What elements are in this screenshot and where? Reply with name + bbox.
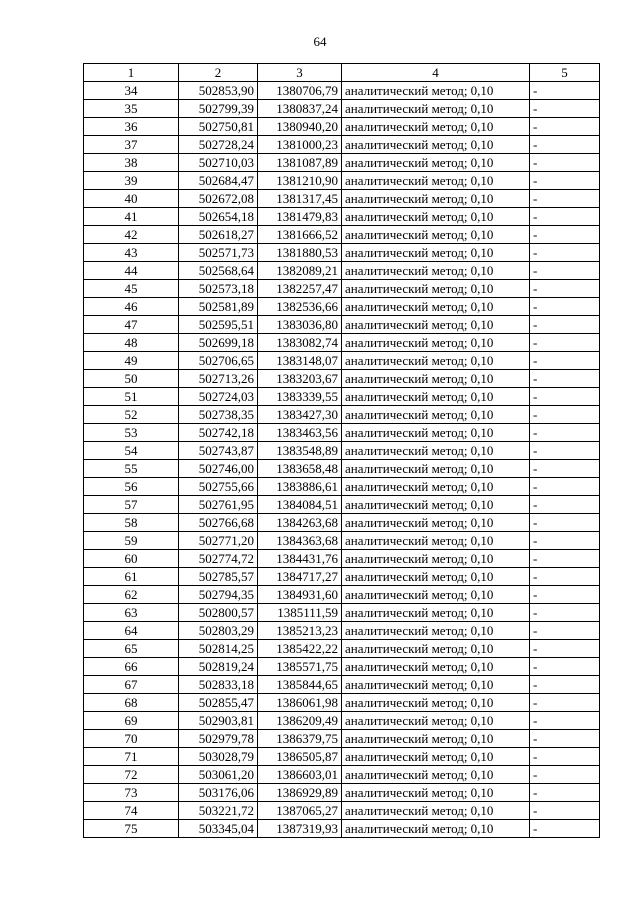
page-number: 64 <box>313 34 327 49</box>
y-coordinate-cell: 1385111,59 <box>258 604 342 622</box>
point-number-cell: 66 <box>84 658 179 676</box>
description-cell: - <box>530 820 600 838</box>
table-row <box>84 532 600 550</box>
table-row <box>84 136 600 154</box>
description-cell: - <box>530 802 600 820</box>
x-coordinate-cell: 502581,89 <box>179 298 258 316</box>
description-cell: - <box>530 532 600 550</box>
point-number-cell: 65 <box>84 640 179 658</box>
point-number-cell: 74 <box>84 802 179 820</box>
x-coordinate-cell: 502750,81 <box>179 118 258 136</box>
y-coordinate-cell: 1381210,90 <box>258 172 342 190</box>
y-coordinate-cell: 1383036,80 <box>258 316 342 334</box>
y-coordinate-cell: 1387065,27 <box>258 802 342 820</box>
table-row <box>84 244 600 262</box>
method-accuracy-cell: аналитический метод; 0,10 <box>342 568 530 586</box>
y-coordinate-cell: 1384363,68 <box>258 532 342 550</box>
point-number-cell: 39 <box>84 172 179 190</box>
point-number-cell: 70 <box>84 730 179 748</box>
y-coordinate-cell: 1383339,55 <box>258 388 342 406</box>
description-cell: - <box>530 388 600 406</box>
table-row <box>84 82 600 100</box>
x-coordinate-cell: 502595,51 <box>179 316 258 334</box>
description-cell: - <box>530 568 600 586</box>
x-coordinate-cell: 503221,72 <box>179 802 258 820</box>
table-row <box>84 676 600 694</box>
method-accuracy-cell: аналитический метод; 0,10 <box>342 586 530 604</box>
y-coordinate-cell: 1380706,79 <box>258 82 342 100</box>
table-row <box>84 550 600 568</box>
point-number-cell: 58 <box>84 514 179 532</box>
description-cell: - <box>530 208 600 226</box>
method-accuracy-cell: аналитический метод; 0,10 <box>342 820 530 838</box>
x-coordinate-cell: 502654,18 <box>179 208 258 226</box>
description-cell: - <box>530 442 600 460</box>
table-row <box>84 190 600 208</box>
x-coordinate-cell: 502713,26 <box>179 370 258 388</box>
y-coordinate-cell: 1383203,67 <box>258 370 342 388</box>
description-cell: - <box>530 172 600 190</box>
point-number-cell: 43 <box>84 244 179 262</box>
method-accuracy-cell: аналитический метод; 0,10 <box>342 190 530 208</box>
point-number-cell: 52 <box>84 406 179 424</box>
table-row <box>84 280 600 298</box>
method-accuracy-cell: аналитический метод; 0,10 <box>342 298 530 316</box>
x-coordinate-cell: 502728,24 <box>179 136 258 154</box>
y-coordinate-cell: 1386505,87 <box>258 748 342 766</box>
point-number-cell: 38 <box>84 154 179 172</box>
point-number-cell: 47 <box>84 316 179 334</box>
table-row <box>84 262 600 280</box>
x-coordinate-cell: 502710,03 <box>179 154 258 172</box>
y-coordinate-cell: 1381479,83 <box>258 208 342 226</box>
y-coordinate-cell: 1380940,20 <box>258 118 342 136</box>
point-number-cell: 35 <box>84 100 179 118</box>
y-coordinate-cell: 1381666,52 <box>258 226 342 244</box>
description-cell: - <box>530 784 600 802</box>
table-row <box>84 496 600 514</box>
y-coordinate-cell: 1383148,07 <box>258 352 342 370</box>
x-coordinate-cell: 502755,66 <box>179 478 258 496</box>
y-coordinate-cell: 1386603,01 <box>258 766 342 784</box>
method-accuracy-cell: аналитический метод; 0,10 <box>342 694 530 712</box>
description-cell: - <box>530 514 600 532</box>
table-row <box>84 118 600 136</box>
method-accuracy-cell: аналитический метод; 0,10 <box>342 514 530 532</box>
x-coordinate-cell: 502833,18 <box>179 676 258 694</box>
table-row <box>84 694 600 712</box>
x-coordinate-cell: 502800,57 <box>179 604 258 622</box>
point-number-cell: 44 <box>84 262 179 280</box>
description-cell: - <box>530 604 600 622</box>
point-number-cell: 68 <box>84 694 179 712</box>
method-accuracy-cell: аналитический метод; 0,10 <box>342 442 530 460</box>
description-cell: - <box>530 460 600 478</box>
point-number-cell: 42 <box>84 226 179 244</box>
description-cell: - <box>530 622 600 640</box>
table-row <box>84 316 600 334</box>
method-accuracy-cell: аналитический метод; 0,10 <box>342 388 530 406</box>
x-coordinate-cell: 502743,87 <box>179 442 258 460</box>
x-coordinate-cell: 502803,29 <box>179 622 258 640</box>
method-accuracy-cell: аналитический метод; 0,10 <box>342 676 530 694</box>
description-cell: - <box>530 676 600 694</box>
table-row <box>84 478 600 496</box>
point-number-cell: 71 <box>84 748 179 766</box>
description-cell: - <box>530 496 600 514</box>
table-row <box>84 730 600 748</box>
y-coordinate-cell: 1385571,75 <box>258 658 342 676</box>
y-coordinate-cell: 1384717,27 <box>258 568 342 586</box>
table-row <box>84 514 600 532</box>
table-row <box>84 172 600 190</box>
method-accuracy-cell: аналитический метод; 0,10 <box>342 136 530 154</box>
y-coordinate-cell: 1385213,23 <box>258 622 342 640</box>
point-number-cell: 73 <box>84 784 179 802</box>
y-coordinate-cell: 1384931,60 <box>258 586 342 604</box>
method-accuracy-cell: аналитический метод; 0,10 <box>342 226 530 244</box>
x-coordinate-cell: 502724,03 <box>179 388 258 406</box>
method-accuracy-cell: аналитический метод; 0,10 <box>342 730 530 748</box>
description-cell: - <box>530 154 600 172</box>
y-coordinate-cell: 1386061,98 <box>258 694 342 712</box>
method-accuracy-cell: аналитический метод; 0,10 <box>342 802 530 820</box>
x-coordinate-cell: 502903,81 <box>179 712 258 730</box>
point-number-cell: 67 <box>84 676 179 694</box>
y-coordinate-cell: 1385844,65 <box>258 676 342 694</box>
method-accuracy-cell: аналитический метод; 0,10 <box>342 784 530 802</box>
table-row <box>84 226 600 244</box>
point-number-cell: 41 <box>84 208 179 226</box>
y-coordinate-cell: 1385422,22 <box>258 640 342 658</box>
x-coordinate-cell: 502819,24 <box>179 658 258 676</box>
description-cell: - <box>530 694 600 712</box>
description-cell: - <box>530 352 600 370</box>
point-number-cell: 57 <box>84 496 179 514</box>
point-number-cell: 60 <box>84 550 179 568</box>
table-row <box>84 748 600 766</box>
table-row <box>84 802 600 820</box>
method-accuracy-cell: аналитический метод; 0,10 <box>342 532 530 550</box>
x-coordinate-cell: 502785,57 <box>179 568 258 586</box>
description-cell: - <box>530 712 600 730</box>
y-coordinate-cell: 1384263,68 <box>258 514 342 532</box>
point-number-cell: 63 <box>84 604 179 622</box>
point-number-cell: 59 <box>84 532 179 550</box>
table-row <box>84 442 600 460</box>
table-row <box>84 100 600 118</box>
y-coordinate-cell: 1386929,89 <box>258 784 342 802</box>
method-accuracy-cell: аналитический метод; 0,10 <box>342 244 530 262</box>
point-number-cell: 49 <box>84 352 179 370</box>
point-number-cell: 45 <box>84 280 179 298</box>
table-row <box>84 334 600 352</box>
y-coordinate-cell: 1387319,93 <box>258 820 342 838</box>
table-row <box>84 586 600 604</box>
table-row <box>84 640 600 658</box>
table-row <box>84 406 600 424</box>
method-accuracy-cell: аналитический метод; 0,10 <box>342 208 530 226</box>
description-cell: - <box>530 640 600 658</box>
description-cell: - <box>530 226 600 244</box>
method-accuracy-cell: аналитический метод; 0,10 <box>342 640 530 658</box>
description-cell: - <box>530 136 600 154</box>
y-coordinate-cell: 1383082,74 <box>258 334 342 352</box>
column-header: 4 <box>342 64 530 82</box>
y-coordinate-cell: 1383427,30 <box>258 406 342 424</box>
method-accuracy-cell: аналитический метод; 0,10 <box>342 712 530 730</box>
table-row <box>84 208 600 226</box>
x-coordinate-cell: 502855,47 <box>179 694 258 712</box>
table-row <box>84 622 600 640</box>
x-coordinate-cell: 502814,25 <box>179 640 258 658</box>
x-coordinate-cell: 502738,35 <box>179 406 258 424</box>
method-accuracy-cell: аналитический метод; 0,10 <box>342 766 530 784</box>
table-header-row <box>84 64 600 82</box>
method-accuracy-cell: аналитический метод; 0,10 <box>342 424 530 442</box>
table-row <box>84 460 600 478</box>
method-accuracy-cell: аналитический метод; 0,10 <box>342 316 530 334</box>
table-row <box>84 154 600 172</box>
y-coordinate-cell: 1384431,76 <box>258 550 342 568</box>
x-coordinate-cell: 503176,06 <box>179 784 258 802</box>
x-coordinate-cell: 502573,18 <box>179 280 258 298</box>
description-cell: - <box>530 370 600 388</box>
table-body <box>84 82 600 838</box>
column-header: 2 <box>179 64 258 82</box>
table-row <box>84 820 600 838</box>
x-coordinate-cell: 502853,90 <box>179 82 258 100</box>
description-cell: - <box>530 586 600 604</box>
y-coordinate-cell: 1384084,51 <box>258 496 342 514</box>
method-accuracy-cell: аналитический метод; 0,10 <box>342 352 530 370</box>
method-accuracy-cell: аналитический метод; 0,10 <box>342 748 530 766</box>
method-accuracy-cell: аналитический метод; 0,10 <box>342 622 530 640</box>
table-row <box>84 766 600 784</box>
point-number-cell: 50 <box>84 370 179 388</box>
x-coordinate-cell: 503061,20 <box>179 766 258 784</box>
y-coordinate-cell: 1383463,56 <box>258 424 342 442</box>
point-number-cell: 55 <box>84 460 179 478</box>
x-coordinate-cell: 502699,18 <box>179 334 258 352</box>
table-row <box>84 370 600 388</box>
point-number-cell: 51 <box>84 388 179 406</box>
method-accuracy-cell: аналитический метод; 0,10 <box>342 172 530 190</box>
table-row <box>84 568 600 586</box>
table-row <box>84 784 600 802</box>
point-number-cell: 61 <box>84 568 179 586</box>
point-number-cell: 54 <box>84 442 179 460</box>
y-coordinate-cell: 1383658,48 <box>258 460 342 478</box>
description-cell: - <box>530 190 600 208</box>
point-number-cell: 75 <box>84 820 179 838</box>
method-accuracy-cell: аналитический метод; 0,10 <box>342 496 530 514</box>
y-coordinate-cell: 1383886,61 <box>258 478 342 496</box>
point-number-cell: 53 <box>84 424 179 442</box>
point-number-cell: 36 <box>84 118 179 136</box>
method-accuracy-cell: аналитический метод; 0,10 <box>342 118 530 136</box>
x-coordinate-cell: 502771,20 <box>179 532 258 550</box>
point-number-cell: 48 <box>84 334 179 352</box>
x-coordinate-cell: 503345,04 <box>179 820 258 838</box>
method-accuracy-cell: аналитический метод; 0,10 <box>342 550 530 568</box>
y-coordinate-cell: 1381317,45 <box>258 190 342 208</box>
description-cell: - <box>530 334 600 352</box>
point-number-cell: 34 <box>84 82 179 100</box>
method-accuracy-cell: аналитический метод; 0,10 <box>342 370 530 388</box>
description-cell: - <box>530 550 600 568</box>
y-coordinate-cell: 1380837,24 <box>258 100 342 118</box>
method-accuracy-cell: аналитический метод; 0,10 <box>342 658 530 676</box>
point-number-cell: 64 <box>84 622 179 640</box>
y-coordinate-cell: 1381880,53 <box>258 244 342 262</box>
x-coordinate-cell: 502672,08 <box>179 190 258 208</box>
y-coordinate-cell: 1382536,66 <box>258 298 342 316</box>
method-accuracy-cell: аналитический метод; 0,10 <box>342 460 530 478</box>
description-cell: - <box>530 730 600 748</box>
point-number-cell: 62 <box>84 586 179 604</box>
point-number-cell: 40 <box>84 190 179 208</box>
table-row <box>84 388 600 406</box>
method-accuracy-cell: аналитический метод; 0,10 <box>342 478 530 496</box>
description-cell: - <box>530 100 600 118</box>
method-accuracy-cell: аналитический метод; 0,10 <box>342 604 530 622</box>
description-cell: - <box>530 424 600 442</box>
x-coordinate-cell: 502799,39 <box>179 100 258 118</box>
method-accuracy-cell: аналитический метод; 0,10 <box>342 280 530 298</box>
y-coordinate-cell: 1386379,75 <box>258 730 342 748</box>
description-cell: - <box>530 766 600 784</box>
x-coordinate-cell: 502979,78 <box>179 730 258 748</box>
x-coordinate-cell: 502618,27 <box>179 226 258 244</box>
x-coordinate-cell: 502571,73 <box>179 244 258 262</box>
table-row <box>84 424 600 442</box>
description-cell: - <box>530 478 600 496</box>
x-coordinate-cell: 502568,64 <box>179 262 258 280</box>
y-coordinate-cell: 1381000,23 <box>258 136 342 154</box>
point-number-cell: 37 <box>84 136 179 154</box>
point-number-cell: 46 <box>84 298 179 316</box>
x-coordinate-cell: 502766,68 <box>179 514 258 532</box>
x-coordinate-cell: 502742,18 <box>179 424 258 442</box>
column-header: 3 <box>258 64 342 82</box>
description-cell: - <box>530 244 600 262</box>
description-cell: - <box>530 748 600 766</box>
point-number-cell: 69 <box>84 712 179 730</box>
x-coordinate-cell: 503028,79 <box>179 748 258 766</box>
description-cell: - <box>530 406 600 424</box>
description-cell: - <box>530 298 600 316</box>
point-number-cell: 56 <box>84 478 179 496</box>
description-cell: - <box>530 118 600 136</box>
table-row <box>84 298 600 316</box>
point-number-cell: 72 <box>84 766 179 784</box>
column-header: 5 <box>530 64 600 82</box>
method-accuracy-cell: аналитический метод; 0,10 <box>342 334 530 352</box>
x-coordinate-cell: 502746,00 <box>179 460 258 478</box>
method-accuracy-cell: аналитический метод; 0,10 <box>342 154 530 172</box>
table-row <box>84 604 600 622</box>
y-coordinate-cell: 1382089,21 <box>258 262 342 280</box>
description-cell: - <box>530 658 600 676</box>
coordinates-table <box>83 63 600 838</box>
description-cell: - <box>530 316 600 334</box>
description-cell: - <box>530 82 600 100</box>
method-accuracy-cell: аналитический метод; 0,10 <box>342 100 530 118</box>
y-coordinate-cell: 1386209,49 <box>258 712 342 730</box>
method-accuracy-cell: аналитический метод; 0,10 <box>342 406 530 424</box>
y-coordinate-cell: 1381087,89 <box>258 154 342 172</box>
description-cell: - <box>530 280 600 298</box>
description-cell: - <box>530 262 600 280</box>
table-row <box>84 658 600 676</box>
method-accuracy-cell: аналитический метод; 0,10 <box>342 262 530 280</box>
x-coordinate-cell: 502684,47 <box>179 172 258 190</box>
x-coordinate-cell: 502774,72 <box>179 550 258 568</box>
table-row <box>84 352 600 370</box>
method-accuracy-cell: аналитический метод; 0,10 <box>342 82 530 100</box>
table-row <box>84 712 600 730</box>
column-header: 1 <box>84 64 179 82</box>
x-coordinate-cell: 502794,35 <box>179 586 258 604</box>
x-coordinate-cell: 502706,65 <box>179 352 258 370</box>
y-coordinate-cell: 1382257,47 <box>258 280 342 298</box>
x-coordinate-cell: 502761,95 <box>179 496 258 514</box>
y-coordinate-cell: 1383548,89 <box>258 442 342 460</box>
